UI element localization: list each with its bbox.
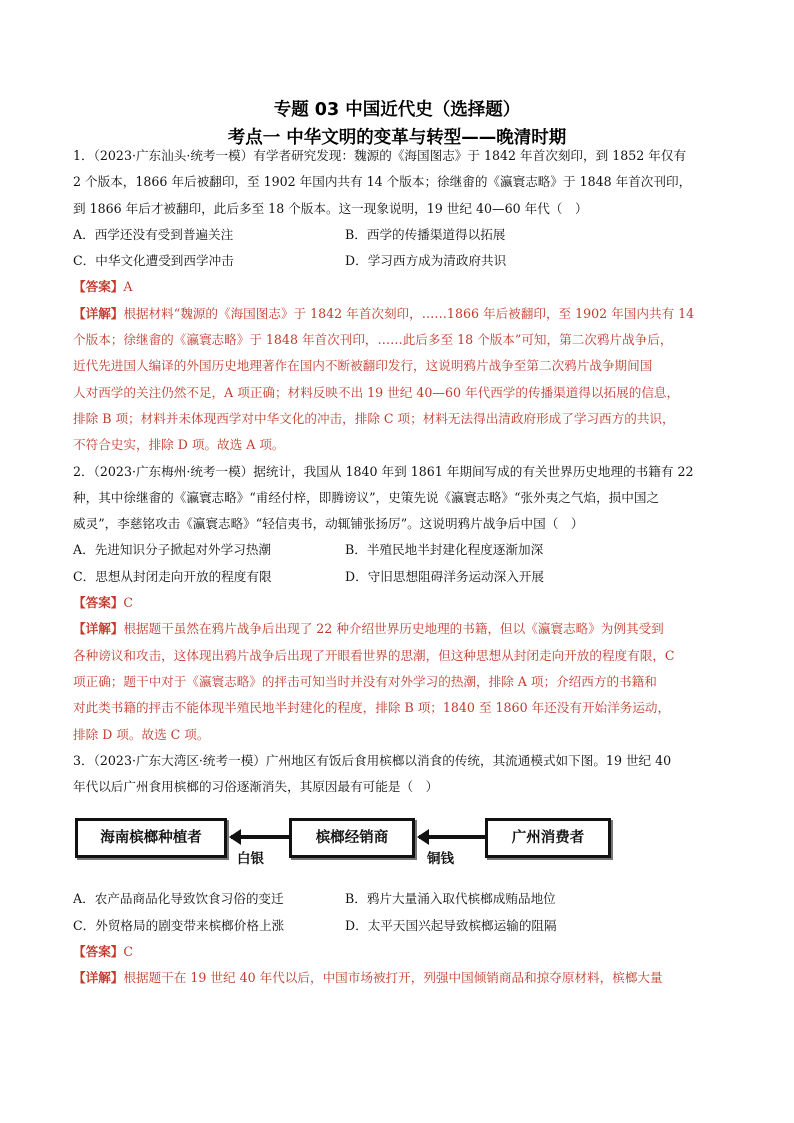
question-stem-line: 2 个版本，1866 年后被翻印，至 1902 年国内共有 14 个版本；徐继畬的《瀛寰志略》于 1848 年首次刊印， xyxy=(73,174,692,190)
option-a: A．农产品商品化导致饮食习俗的变迁 xyxy=(73,891,284,907)
question-stem-line: 3．（2023·广东大湾区·统考一模）广州地区有饭后食用槟榔以消食的传统，其流通模式如下图。19 世纪 40 xyxy=(73,752,672,768)
detail-line: 【详解】根据材料“魏源的《海国图志》于 1842 年首次刻印，……1866 年后被翻印，至 1902 年国内共有 14 xyxy=(73,305,695,321)
answer-label: 【答案】 xyxy=(73,944,124,960)
arrowhead-left-icon xyxy=(229,829,241,845)
question-stem-line: 1．（2023·广东汕头·统考一模）有学者研究发现：魏源的《海国图志》于 1842 年首次刻印，到 1852 年仅有 xyxy=(73,148,687,163)
detail-label: 【详解】 xyxy=(73,970,124,986)
copper-label: 铜钱 xyxy=(427,851,454,868)
planter-box: 海南槟榔种植者 xyxy=(75,818,227,858)
section-title: 考点一 中华文明的变革与转型——晚清时期 xyxy=(227,128,567,148)
circulation-diagram xyxy=(73,808,733,882)
option-d: D．学习西方成为清政府共识 xyxy=(345,253,507,269)
option-d: D．太平天国兴起导致槟榔运输的阻隔 xyxy=(345,917,557,933)
detail-line: 不符合史实，排除 D 项。故选 A 项。 xyxy=(73,437,285,453)
detail-line: 人对西学的关注仍然不足，A 项正确；材料反映不出 19 世纪 40—60 年代西学的传播渠道得以拓展的信息， xyxy=(73,384,680,400)
option-c: C．思想从封闭走向开放的程度有限 xyxy=(73,568,272,584)
question-stem-line: 威灵”，李慈铭攻击《瀛寰志略》“轻信夷书，动辄铺张扬厉”。这说明鸦片战争后中国（ ） xyxy=(73,516,584,532)
detail-line: 排除 D 项。故选 C 项。 xyxy=(73,726,210,742)
arrowhead-left-icon xyxy=(417,829,429,845)
dealer-box: 槟榔经销商 xyxy=(289,818,415,858)
detail-line: 【详解】根据题干虽然在鸦片战争后出现了 22 种介绍世界历史地理的书籍，但以《瀛寰志略》为例其受到 xyxy=(73,621,664,637)
detail-line: 各种谤议和攻击，这体现出鸦片战争后出现了开眼看世界的思潮，但这种思想从封闭走向开放的程度有限，C xyxy=(73,647,675,663)
detail-line: 近代先进国人编译的外国历史地理著作在国内不断被翻印发行，这说明鸦片战争至第二次鸦片战争期间国 xyxy=(73,358,653,374)
question-2 xyxy=(73,459,733,748)
option-b: B．鸦片大量涌入取代槟榔成贿品地位 xyxy=(345,891,556,907)
option-c: C．外贸格局的剧变带来槟榔价格上涨 xyxy=(73,917,285,933)
detail-line: 排除 B 项；材料并未体现西学对中华文化的冲击，排除 C 项；材料无法得出清政府形成了学习西方的共识， xyxy=(73,410,675,426)
options-row xyxy=(73,537,733,563)
document-body xyxy=(73,143,733,992)
option-a: A．西学还没有受到普遍关注 xyxy=(73,226,234,242)
answer-line xyxy=(73,590,733,616)
copper-arrow xyxy=(419,835,485,839)
answer-line xyxy=(73,939,733,965)
options-row xyxy=(73,222,733,248)
question-3 xyxy=(73,748,733,992)
question-stem-line: 到 1866 年后才被翻印，此后多至 18 个版本。这一现象说明，19 世纪 40—60 年代（ ） xyxy=(73,200,588,216)
detail-label: 【详解】 xyxy=(73,621,124,637)
options-row xyxy=(73,913,733,939)
options-row xyxy=(73,564,733,590)
question-stem-line: 2．（2023·广东梅州·统考一模）据统计，我国从 1840 年到 1861 年期间写成的有关世界历史地理的书籍有 22 xyxy=(73,463,694,479)
options-row xyxy=(73,886,733,912)
answer-label: 【答案】 xyxy=(73,595,124,611)
answer-label: 【答案】 xyxy=(73,279,124,295)
option-b: B．西学的传播渠道得以拓展 xyxy=(345,226,506,242)
consumer-box: 广州消费者 xyxy=(485,818,611,858)
detail-line: 对此类书籍的抨击不能体现半殖民地半封建化的程度，排除 B 项；1840 至 1860 年还没有开始洋务运动， xyxy=(73,700,671,716)
option-c: C．中华文化遭受到西学冲击 xyxy=(73,253,234,269)
question-stem-line: 种，其中徐继畬的《瀛寰志略》“甫经付梓，即腾谤议”，史策先说《瀛寰志略》“张外夷之气焰，损中国之 xyxy=(73,489,660,505)
answer-line xyxy=(73,274,733,300)
answer-value: A xyxy=(123,279,133,295)
answer-value: C xyxy=(123,944,134,960)
question-stem-line: 年代以后广州食用槟榔的习俗逐渐消失，其原因最有可能是（ ） xyxy=(73,779,439,795)
silver-arrow xyxy=(231,835,289,839)
detail-label: 【详解】 xyxy=(73,305,124,321)
answer-value: C xyxy=(123,595,134,611)
topic-title: 专题 03 中国近代史（选择题） xyxy=(273,100,521,120)
option-a: A．先进知识分子掀起对外学习热潮 xyxy=(73,542,272,558)
question-1 xyxy=(73,143,733,459)
silver-label: 白银 xyxy=(237,851,264,868)
option-b: B．半殖民地半封建化程度逐渐加深 xyxy=(345,542,544,558)
detail-line: 项正确；题干中对于《瀛寰志略》的抨击可知当时并没有对外学习的热潮，排除 A 项；介绍西方的书籍和 xyxy=(73,673,657,689)
detail-line: 【详解】根据题干在 19 世纪 40 年代以后，中国市场被打开，列强中国倾销商品和掠夺原材料，槟榔大量 xyxy=(73,970,663,986)
option-d: D．守旧思想阻碍洋务运动深入开展 xyxy=(345,568,545,584)
options-row xyxy=(73,248,733,274)
detail-line: 个版本；徐继畬的《瀛寰志略》于 1848 年首次刊印，……此后多至 18 个版本”可知，第二次鸦片战争后， xyxy=(73,332,673,348)
